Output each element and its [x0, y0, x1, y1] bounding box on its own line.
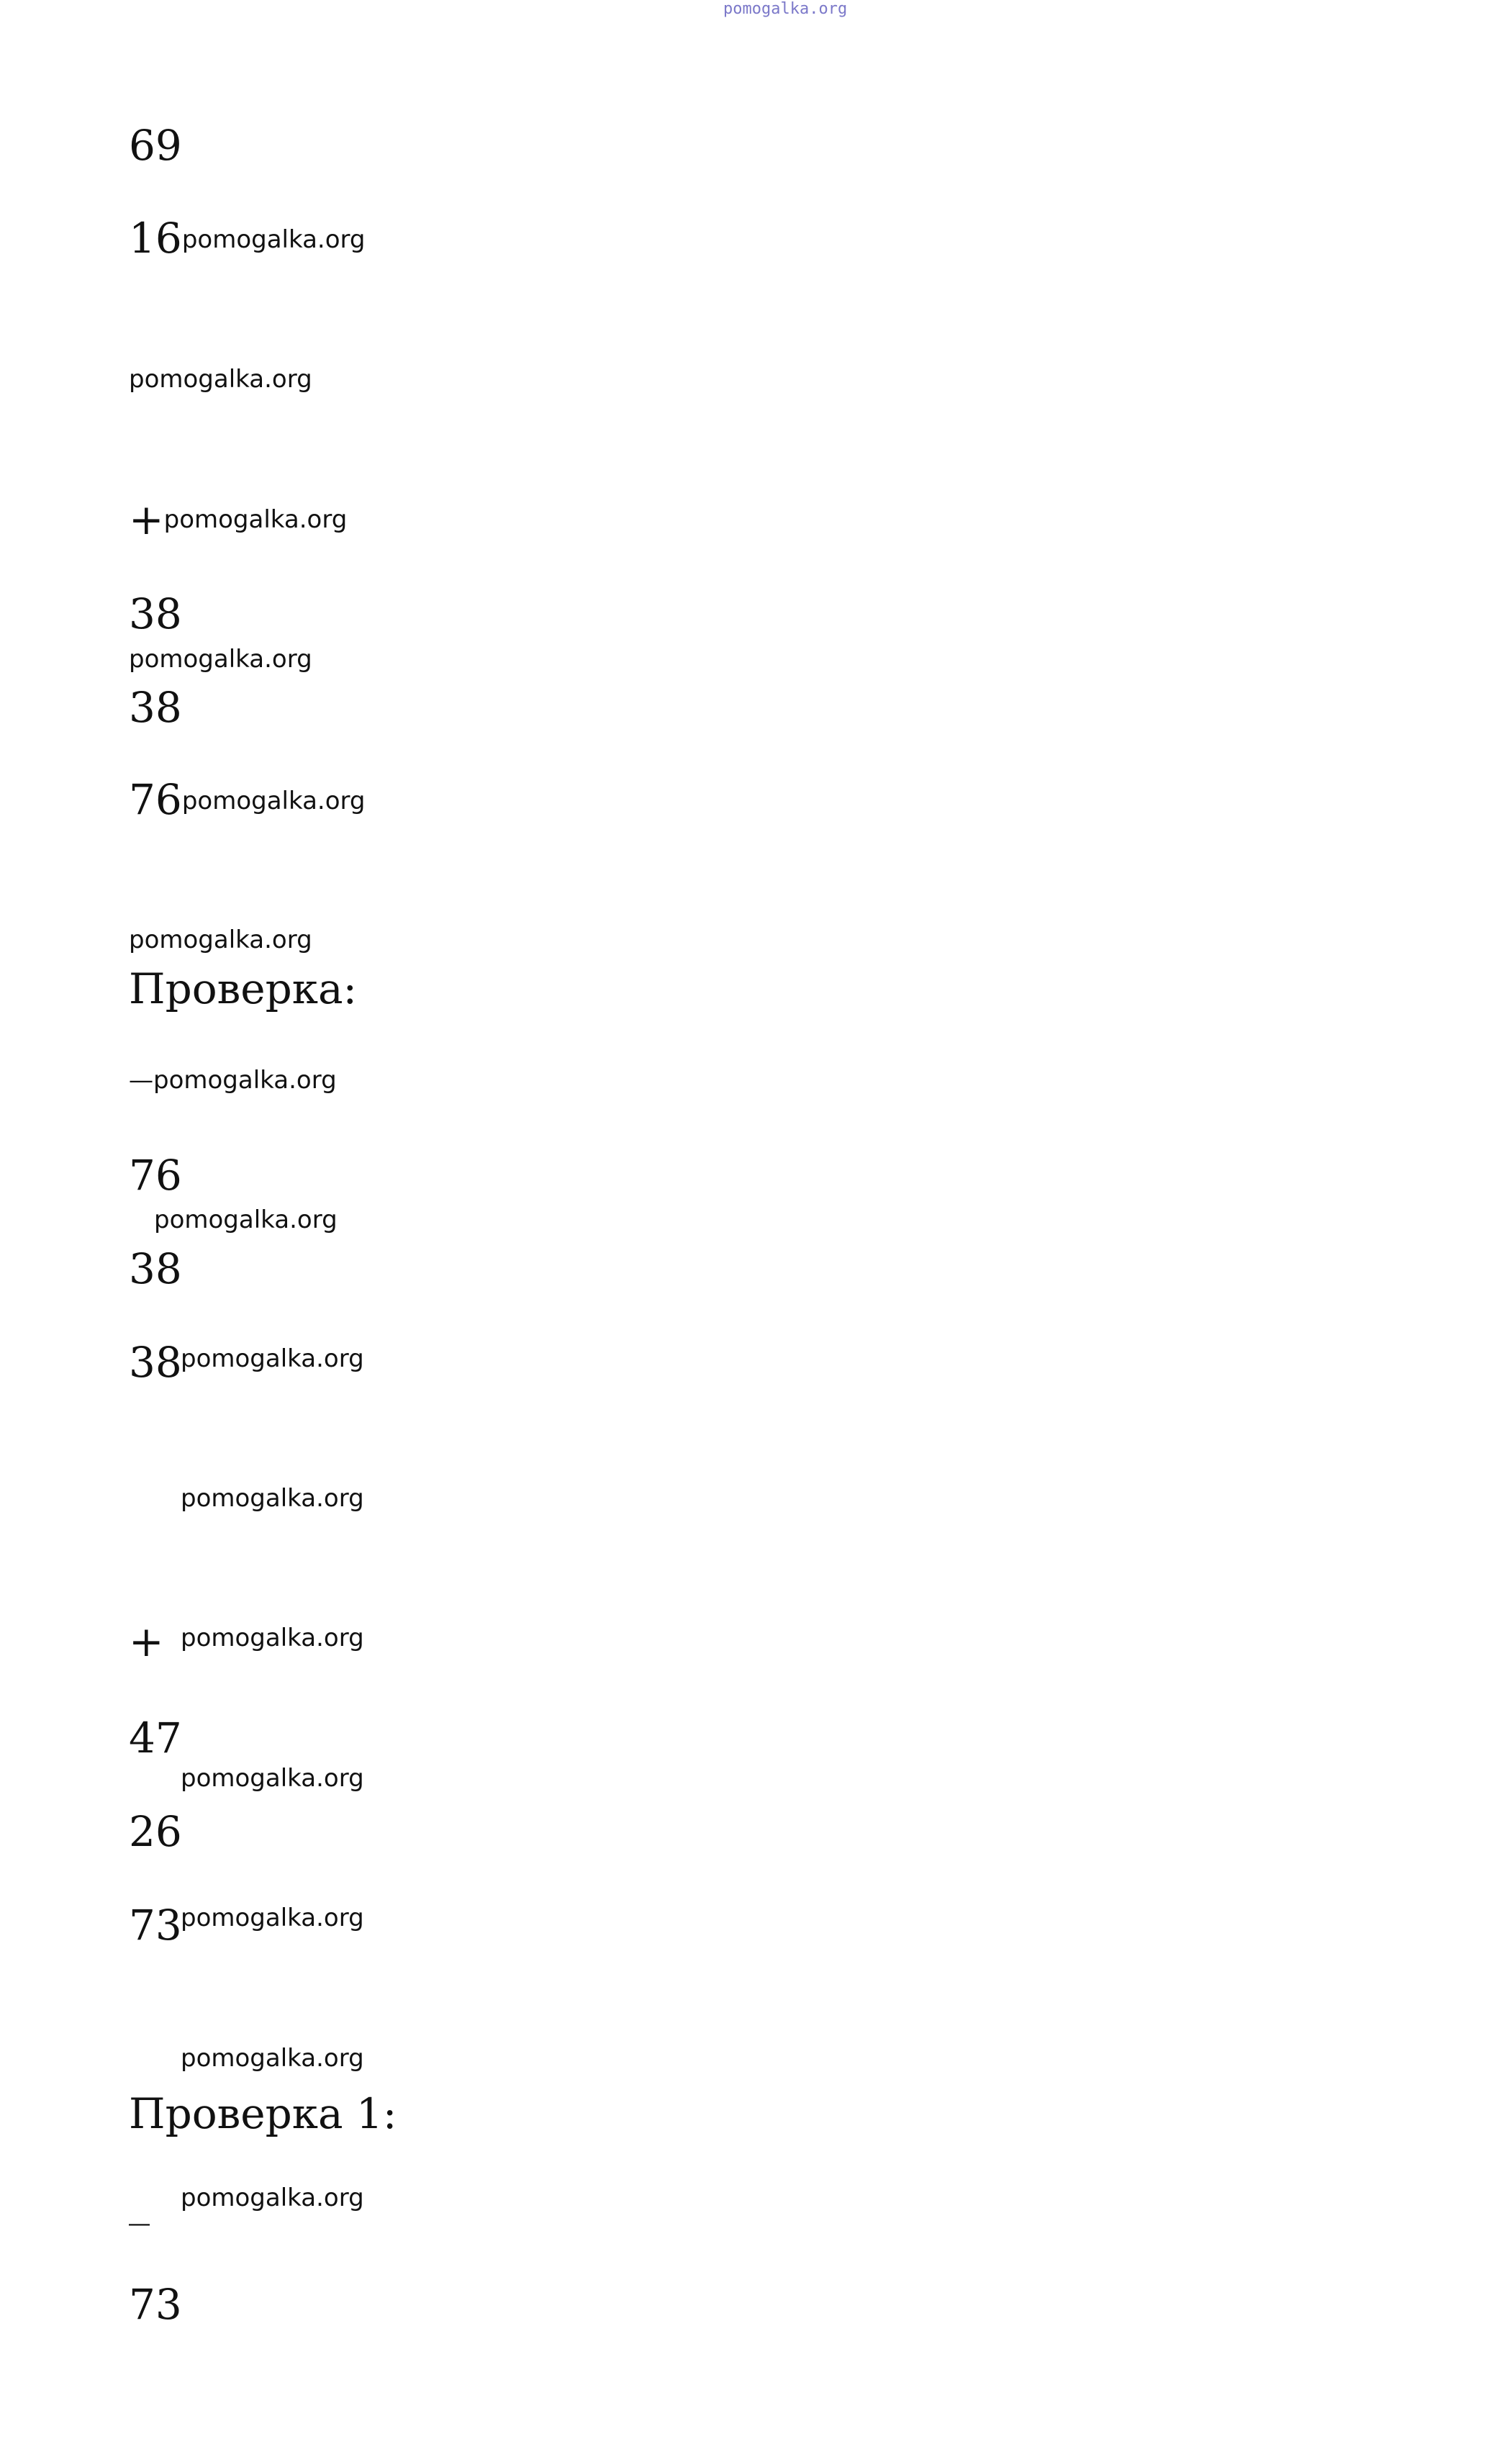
number-16: 16	[129, 214, 182, 263]
number-38-a: 38	[129, 589, 182, 638]
watermark-text: pomogalka.org	[181, 2044, 364, 2073]
line-plus-1	[129, 497, 347, 543]
number-38-d: 38	[129, 1338, 182, 1387]
watermark-text: pomogalka.org	[129, 645, 312, 674]
plus-sign: +	[129, 495, 164, 544]
watermark-text: pomogalka.org	[181, 787, 366, 815]
watermark-text: pomogalka.org	[181, 1764, 364, 1793]
watermark-text: pomogalka.org	[181, 1624, 364, 1652]
number-38-b: 38	[129, 683, 182, 732]
top-watermark: pomogalka.org	[723, 0, 848, 18]
watermark-text: pomogalka.org	[153, 1066, 337, 1095]
number-76: 76	[129, 775, 182, 824]
watermark-text: pomogalka.org	[154, 1205, 338, 1234]
plus-sign-2: +	[129, 1617, 164, 1666]
number-73: 73	[129, 1901, 182, 1950]
watermark-text: pomogalka.org	[129, 365, 312, 394]
minus-sign-2: _	[129, 2177, 150, 2226]
number-73-b: 73	[129, 2280, 182, 2329]
minus-sign: —	[129, 1066, 153, 1095]
number-69: 69	[129, 121, 182, 170]
watermark-text: pomogalka.org	[181, 225, 366, 254]
number-47: 47	[129, 1714, 182, 1762]
check-label-2: Проверка 1:	[129, 2089, 397, 2138]
watermark-text: pomogalka.org	[181, 1484, 364, 1513]
line-16	[129, 215, 365, 261]
check-label: Проверка:	[129, 964, 358, 1013]
watermark-text: pomogalka.org	[129, 926, 312, 954]
watermark-text: pomogalka.org	[181, 1344, 364, 1373]
watermark-text: pomogalka.org	[181, 1904, 364, 1932]
line-76	[129, 777, 365, 823]
number-38-c: 38	[129, 1244, 182, 1293]
watermark-text: pomogalka.org	[181, 2184, 364, 2212]
number-26: 26	[129, 1807, 182, 1856]
line-minus-1	[129, 1056, 337, 1095]
number-76-b: 76	[129, 1151, 182, 1200]
watermark-text: pomogalka.org	[163, 505, 348, 534]
